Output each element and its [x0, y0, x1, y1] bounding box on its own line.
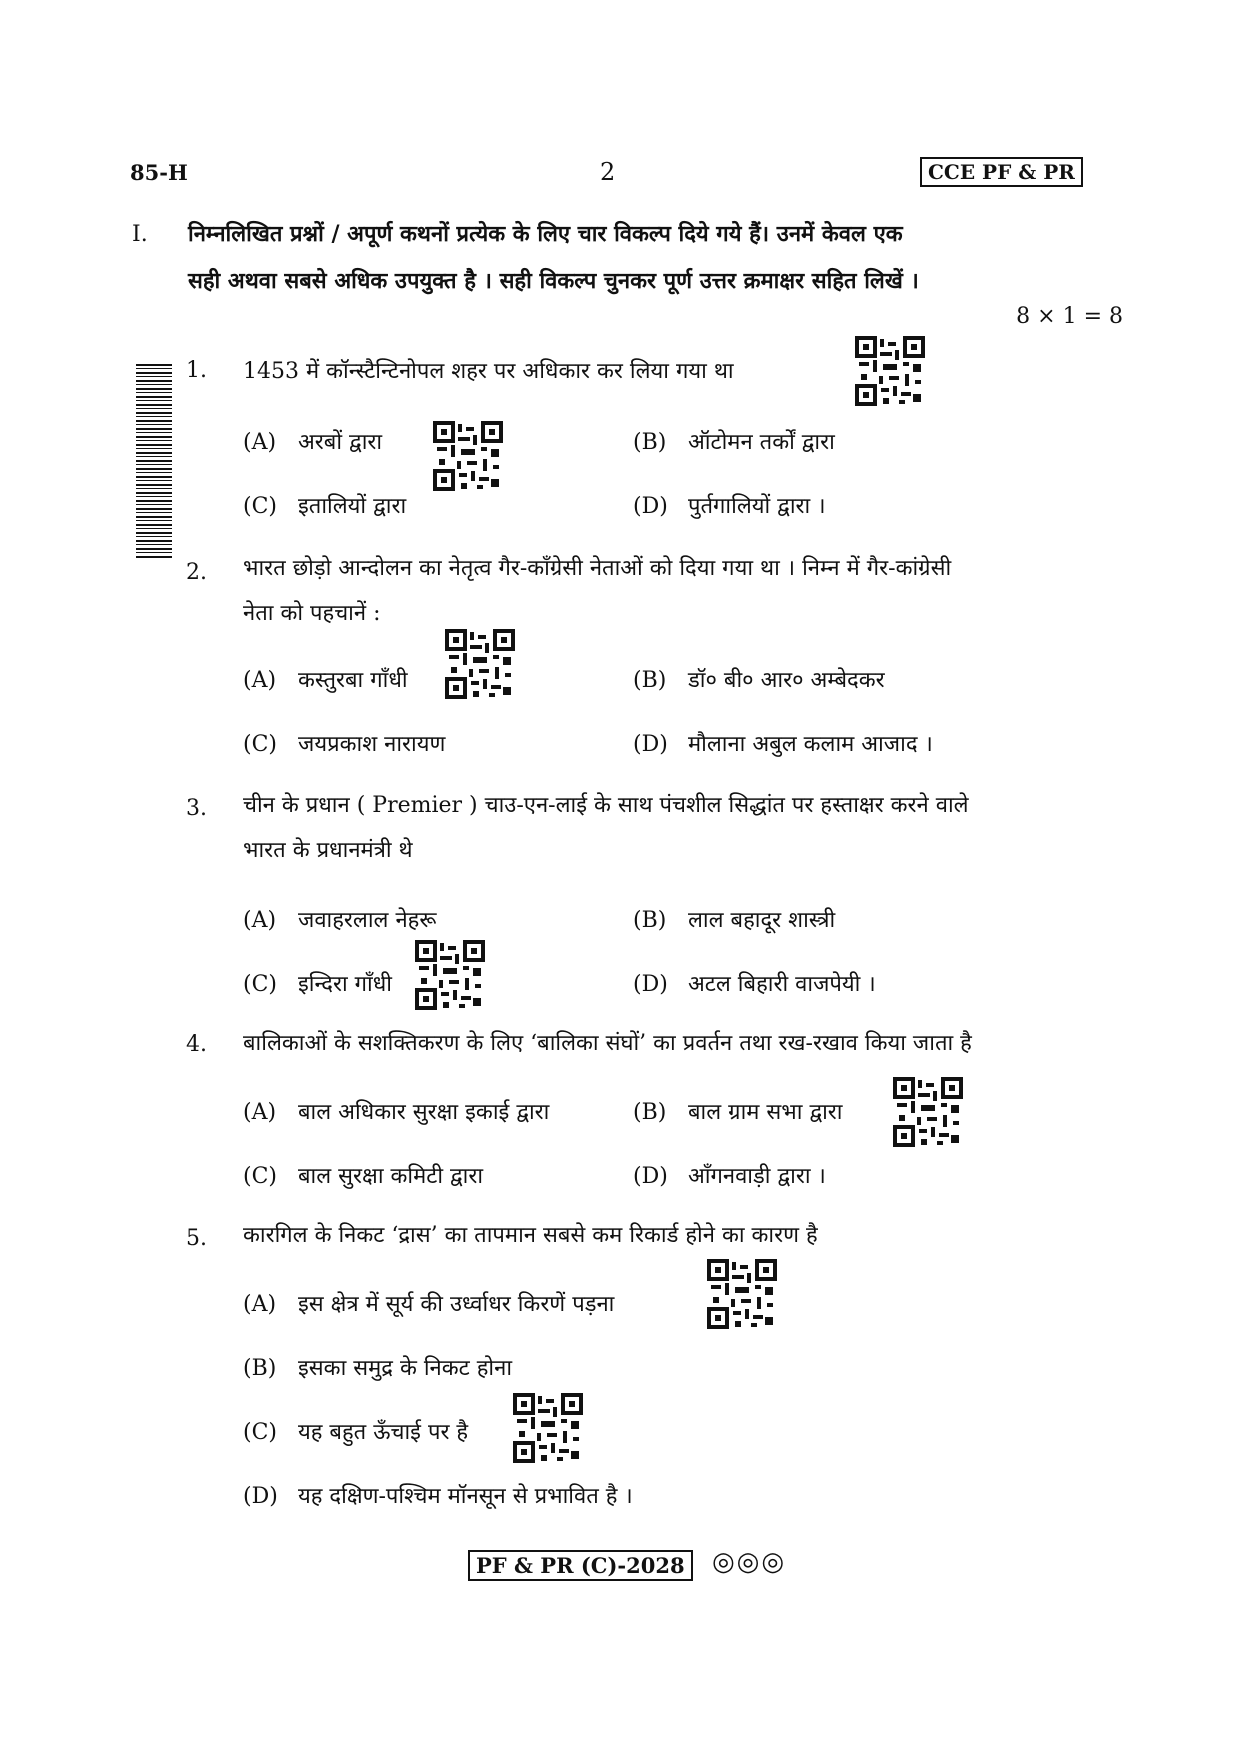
instruction-line-2: सही अथवा सबसे अधिक उपयुक्त है । सही विकल्प चुनकर पूर्ण उत्तर क्रमाक्षर सहित लिखें । — [188, 268, 919, 294]
option-c: (C) बाल सुरक्षा कमिटी द्वारा — [243, 1164, 484, 1189]
option-c: (C) इन्दिरा गाँधी — [243, 972, 392, 997]
option-d: (D) अटल बिहारी वाजपेयी । — [633, 972, 876, 997]
instruction-line-1: निम्नलिखित प्रश्नों / अपूर्ण कथनों प्रत्येक के लिए चार विकल्प दिये गये हैं। उनमें केवल एक — [188, 221, 903, 247]
question-text: कारगिल के निकट ‘द्रास’ का तापमान सबसे कम रिकार्ड होने का कारण है — [243, 1223, 818, 1248]
footer-symbols: ◎◎◎ — [712, 1547, 787, 1577]
question-number: 4. — [186, 1032, 207, 1057]
option-c: (C) यह बहुत ऊँचाई पर है — [243, 1420, 469, 1445]
option-d: (D) पुर्तगालियों द्वारा । — [633, 494, 826, 519]
question-text: चीन के प्रधान ( Premier ) चाउ-एन-लाई के साथ पंचशील सिद्धांत पर हस्ताक्षर करने वाले — [243, 793, 969, 818]
side-barcode — [136, 364, 172, 560]
page-number: 2 — [600, 158, 616, 186]
question-text: 1453 में कॉन्स्टैन्टिनोपल शहर पर अधिकार कर लिया गया था — [243, 359, 734, 384]
qr-code-icon — [513, 1393, 583, 1463]
option-d: (D) आँगनवाड़ी द्वारा । — [633, 1164, 826, 1189]
option-d: (D) मौलाना अबुल कलाम आजाद । — [633, 732, 933, 757]
question-number: 3. — [186, 796, 207, 821]
qr-code-icon — [433, 421, 503, 491]
paper-code: 85-H — [130, 160, 188, 185]
option-a: (A) कस्तुरबा गाँधी — [243, 668, 408, 693]
option-b: (B) ऑटोमन तर्कों द्वारा — [633, 430, 835, 455]
option-b: (B) इसका समुद्र के निकट होना — [243, 1356, 513, 1381]
qr-code-icon — [415, 940, 485, 1010]
option-a: (A) जवाहरलाल नेहरू — [243, 908, 437, 933]
qr-code-icon — [855, 336, 925, 406]
question-text: बालिकाओं के सशक्तिकरण के लिए ‘बालिका संघों’ का प्रवर्तन तथा रख-रखाव किया जाता है — [243, 1031, 972, 1056]
option-b: (B) डॉ० बी० आर० अम्बेदकर — [633, 668, 885, 693]
option-b: (B) लाल बहादूर शास्त्री — [633, 908, 836, 933]
option-a: (A) इस क्षेत्र में सूर्य की उर्ध्वाधर किरणें पड़ना — [243, 1292, 615, 1317]
option-a: (A) बाल अधिकार सुरक्षा इकाई द्वारा — [243, 1100, 550, 1125]
question-number: 2. — [186, 560, 207, 585]
footer-code: PF & PR (C)-2028 — [468, 1550, 693, 1581]
option-c: (C) इतालियों द्वारा — [243, 494, 407, 519]
option-b: (B) बाल ग्राम सभा द्वारा — [633, 1100, 843, 1125]
qr-code-icon — [707, 1259, 777, 1329]
option-c: (C) जयप्रकाश नारायण — [243, 732, 446, 757]
section-number: I. — [132, 222, 148, 247]
question-text-continued: भारत के प्रधानमंत्री थे — [243, 838, 413, 863]
series-box: CCE PF & PR — [920, 157, 1083, 187]
question-text-continued: नेता को पहचानें : — [243, 601, 381, 626]
qr-code-icon — [893, 1077, 963, 1147]
option-a: (A) अरबों द्वारा — [243, 430, 383, 455]
question-text: भारत छोड़ो आन्दोलन का नेतृत्व गैर-काँग्रेसी नेताओं को दिया गया था । निम्न में गैर-कांग्रेसी — [243, 556, 952, 581]
question-number: 5. — [186, 1226, 207, 1251]
question-number: 1. — [186, 358, 207, 383]
qr-code-icon — [445, 629, 515, 699]
section-marks: 8 × 1 = 8 — [1016, 304, 1123, 329]
option-d: (D) यह दक्षिण-पश्चिम मॉनसून से प्रभावित है । — [243, 1484, 633, 1509]
